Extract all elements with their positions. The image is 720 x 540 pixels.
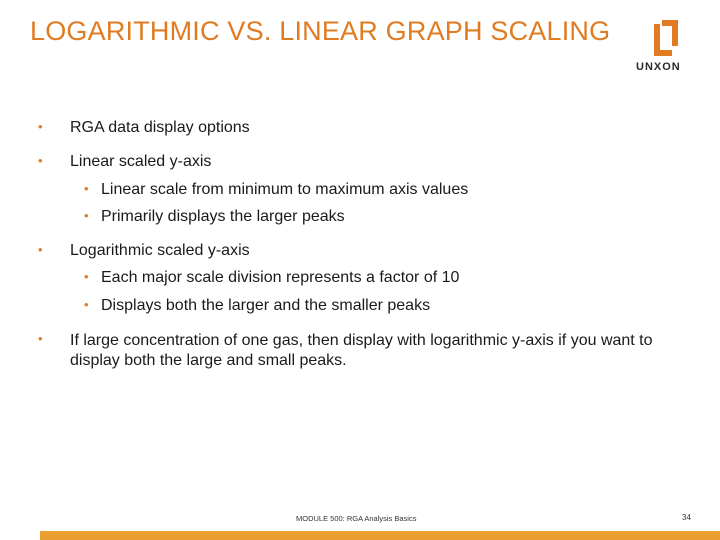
sub-bullet-text: Each major scale division represents a factor of 10	[101, 269, 460, 286]
bullet-dot: •	[38, 153, 43, 168]
bullet-text: Logarithmic scaled y-axis	[70, 242, 250, 259]
bullet-dot: •	[38, 331, 43, 346]
footer-module-label: MODULE 500: RGA Analysis Basics	[296, 514, 417, 523]
sub-bullet-dot: •	[84, 208, 89, 223]
logo-text: UNXON	[636, 61, 681, 73]
bullet-dot: •	[38, 119, 43, 134]
bullet-text: Linear scaled y-axis	[70, 153, 212, 170]
bullet-dot: •	[38, 242, 43, 257]
bottom-accent-bar	[40, 531, 720, 540]
logo-bracket-icon	[652, 18, 680, 58]
sub-bullet-dot: •	[84, 297, 89, 312]
sub-bullet-dot: •	[84, 269, 89, 284]
sub-bullet-text: Linear scale from minimum to maximum axis values	[101, 181, 469, 198]
sub-bullet-dot: •	[84, 181, 89, 196]
sub-bullet-text: Displays both the larger and the smaller peaks	[101, 297, 431, 314]
sub-bullet-text: Primarily displays the larger peaks	[101, 208, 345, 225]
bullet-text: RGA data display options	[70, 119, 250, 136]
bullet-text: If large concentration of one gas, then display with logarithmic y-axis if you want to display both the large and small peaks.	[70, 332, 653, 369]
company-logo	[636, 18, 686, 76]
page-number: 34	[682, 513, 691, 522]
slide-title: LOGARITHMIC VS. LINEAR GRAPH SCALING	[30, 16, 611, 46]
